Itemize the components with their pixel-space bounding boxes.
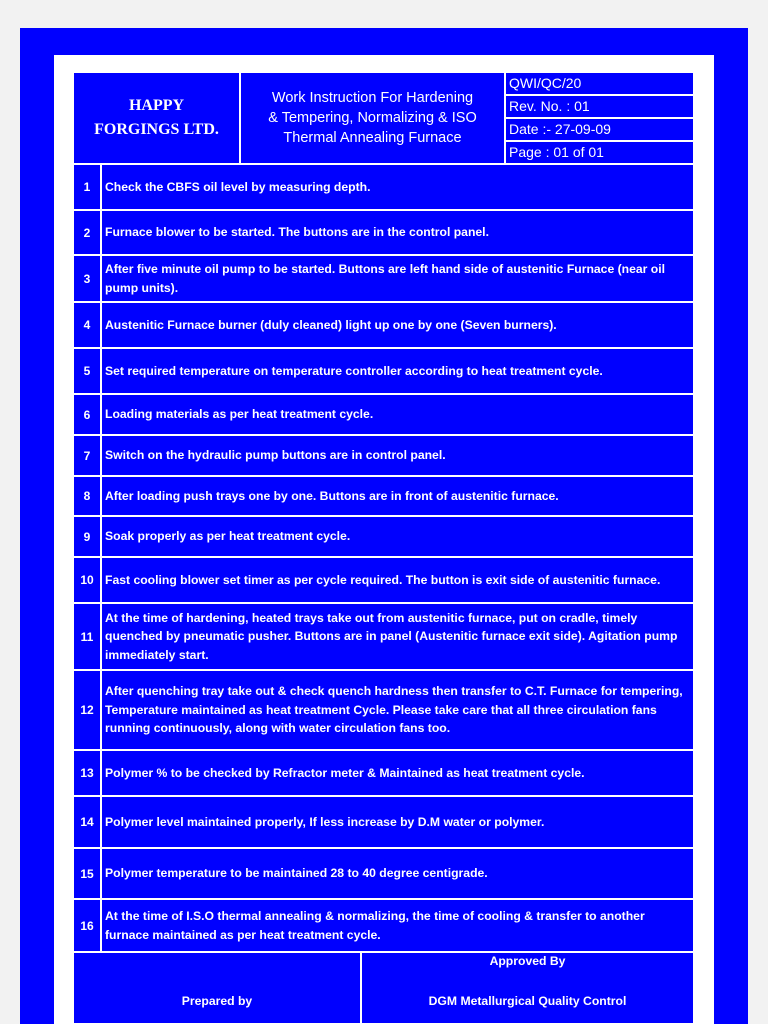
step-number: 1 [73,164,101,210]
title-line3: Thermal Annealing Furnace [283,130,462,146]
step-text: Polymer % to be checked by Refractor meter & Maintained as heat treatment cycle. [101,750,694,796]
step-text: After loading push trays one by one. Buttons are in front of austenitic furnace. [101,476,694,516]
company-name-line1: HAPPY [128,97,185,114]
step-number: 6 [73,394,101,435]
step-text: Furnace blower to be started. The buttons are in the control panel. [101,210,694,255]
step-text: At the time of hardening, heated trays take out from austenitic furnace, put on cradle, timely quenched by pneumatic pusher. Buttons are in panel (Austenitic furnace exit side). Agitation pump immediately start. [101,603,694,670]
step-number: 3 [73,255,101,302]
page-number: Page : 01 of 01 [505,141,694,164]
document-date: Date :- 27-09-09 [505,118,694,141]
document-number: QWI/QC/20 [505,72,694,95]
step-text: Check the CBFS oil level by measuring depth. [101,164,694,210]
step-text: Austenitic Furnace burner (duly cleaned) light up one by one (Seven burners). [101,302,694,348]
approved-by-label: Approved By [489,954,566,968]
document-title [240,72,505,164]
step-number: 4 [73,302,101,348]
step-text: After five minute oil pump to be started. Buttons are left hand side of austenitic Furnace (near oil pump units). [101,255,694,302]
step-text: At the time of I.S.O thermal annealing & normalizing, the time of cooling & transfer to another furnace maintained as per heat treatment cycle. [101,899,694,952]
step-text: Set required temperature on temperature controller according to heat treatment cycle. [101,348,694,394]
step-text: Fast cooling blower set timer as per cycle required. The button is exit side of austenitic furnace. [101,557,694,603]
step-number: 11 [73,603,101,670]
step-number: 8 [73,476,101,516]
step-number: 13 [73,750,101,796]
company-name-line2: FORGINGS LTD. [94,121,219,138]
approved-by-cell [361,952,694,1024]
title-line2: & Tempering, Normalizing & ISO [268,110,477,126]
step-number: 12 [73,670,101,750]
company-name [73,72,240,164]
work-instruction-document [73,72,694,1024]
step-number: 10 [73,557,101,603]
step-text: After quenching tray take out & check quench hardness then transfer to C.T. Furnace for tempering, Temperature maintained as heat treatment Cycle. Please take care that all three circulation fans running continuously, along with water circulation fans too. [101,670,694,750]
revision-number: Rev. No. : 01 [505,95,694,118]
step-number: 7 [73,435,101,476]
approver-designation: DGM Metallurgical Quality Control [428,994,627,1008]
step-text: Switch on the hydraulic pump buttons are in control panel. [101,435,694,476]
step-number: 9 [73,516,101,557]
step-text: Polymer temperature to be maintained 28 to 40 degree centigrade. [101,848,694,899]
step-text: Polymer level maintained properly, If less increase by D.M water or polymer. [101,796,694,848]
title-line1: Work Instruction For Hardening [271,90,474,106]
step-number: 14 [73,796,101,848]
step-number: 15 [73,848,101,899]
step-text: Soak properly as per heat treatment cycle. [101,516,694,557]
prepared-by-label: Prepared by [181,994,253,1008]
step-text: Loading materials as per heat treatment cycle. [101,394,694,435]
step-number: 16 [73,899,101,952]
step-number: 2 [73,210,101,255]
step-number: 5 [73,348,101,394]
prepared-by-cell [73,952,361,1024]
